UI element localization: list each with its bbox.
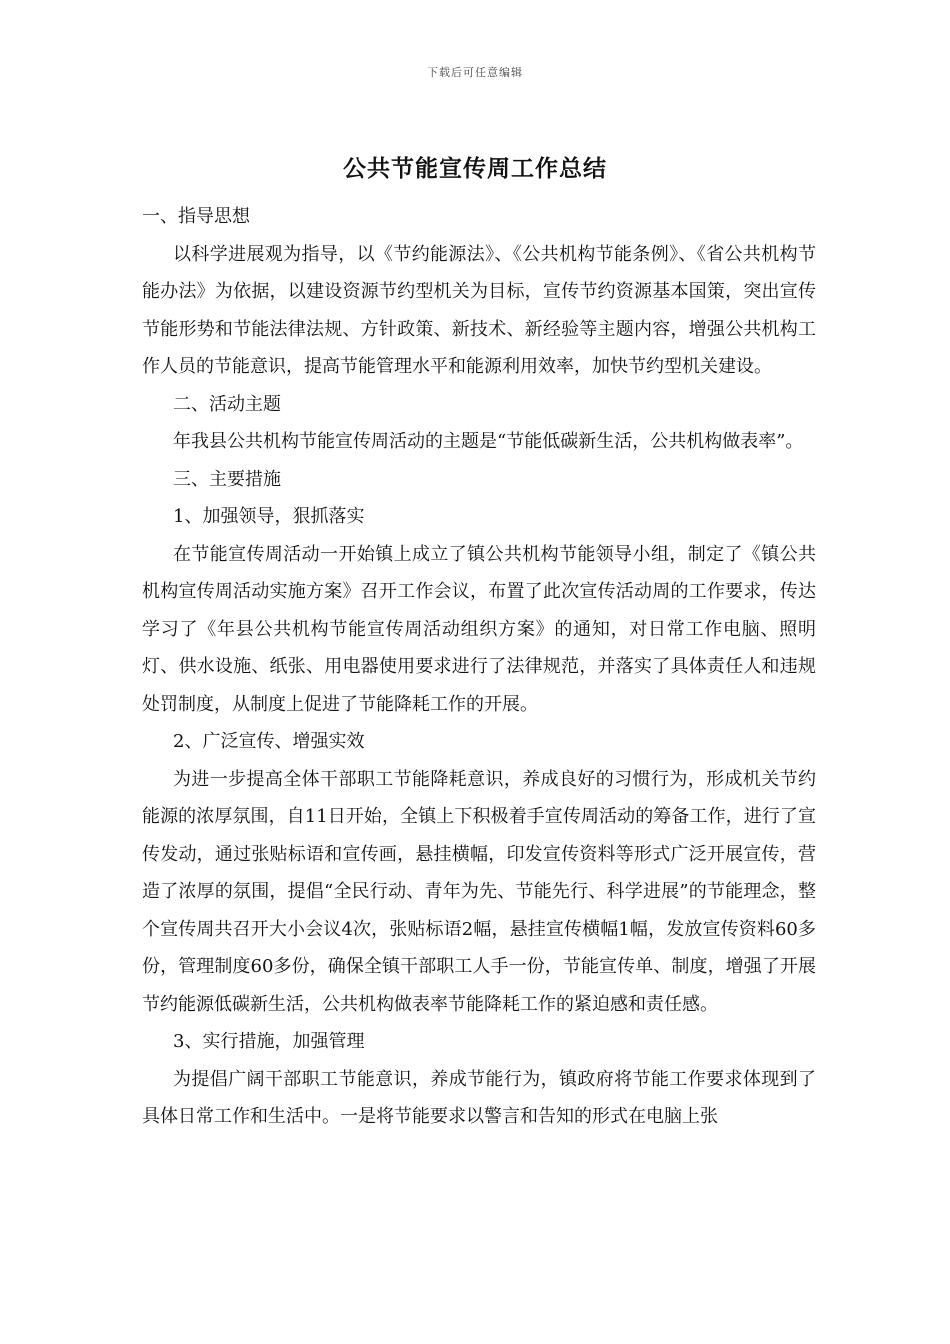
paragraph: 在节能宣传周活动一开始镇上成立了镇公共机构节能领导小组，制定了《镇公共机构宣传周活动实施方案》召开工作会议，布置了此次宣传活动周的工作要求，传达学习了《年县公共机构节能宣传周活动组织方案》的通知，对日常工作电脑、照明灯、供水设施、纸张、用电器使用要求进行了法律规范，并落实了具体责任人和违规处罚制度，从制度上促进了节能降耗工作的开展。 <box>142 543 816 715</box>
paragraph: 年我县公共机构节能宣传周活动的主题是“节能低碳新生活，公共机构做表率”。 <box>173 431 804 452</box>
paragraph: 以科学进展观为指导，以《节约能源法》、《公共机构节能条例》、《省公共机构节能办法》为依据，以建设资源节约型机关为目标，宣传节约资源基本国策，突出宣传节能形势和节能法律法规、方针政策、新技术、新经验等主题内容，增强公共机构工作人员的节能意识，提高节能管理水平和能源利用效率，加快节约型机关建设。 <box>142 243 816 377</box>
document-title: 公共节能宣传周工作总结 <box>343 155 607 182</box>
header-note: 下载后可任意编辑 <box>427 66 523 79</box>
paragraph: 二、活动主题 <box>173 393 281 415</box>
paragraph: 三、主要措施 <box>173 468 281 490</box>
paragraph: 一、指导思想 <box>142 206 250 227</box>
paragraph: 2、广泛宣传、增强实效 <box>173 731 365 752</box>
paragraph: 1、加强领导，狠抓落实 <box>173 506 365 527</box>
paragraph: 为提倡广阔干部职工节能意识，养成节能行为，镇政府将节能工作要求体现到了具体日常工作和生活中。一是将节能要求以警言和告知的形式在电脑上张 <box>142 1068 816 1127</box>
paragraph: 为进一步提高全体干部职工节能降耗意识，养成良好的习惯行为，形成机关节约能源的浓厚氛围，自11日开始，全镇上下积极着手宣传周活动的筹备工作，进行了宣传发动，通过张贴标语和宣传画，悬挂横幅，印发宣传资料等形式广泛开展宣传，营造了浓厚的氛围，提倡“全民行动、青年为先、节能先行、科学进展”的节能理念，整个宣传周共召开大小会议4次，张贴标语2幅，悬挂宣传横幅1幅，发放宣传资料60多份，管理制度60多份，确保全镇干部职工人手一份，节能宣传单、制度，增强了开展节约能源低碳新生活，公共机构做表率节能降耗工作的紧迫感和责任感。 <box>142 768 816 1015</box>
paragraph: 3、实行措施，加强管理 <box>173 1031 365 1052</box>
document-body <box>142 198 816 1136</box>
